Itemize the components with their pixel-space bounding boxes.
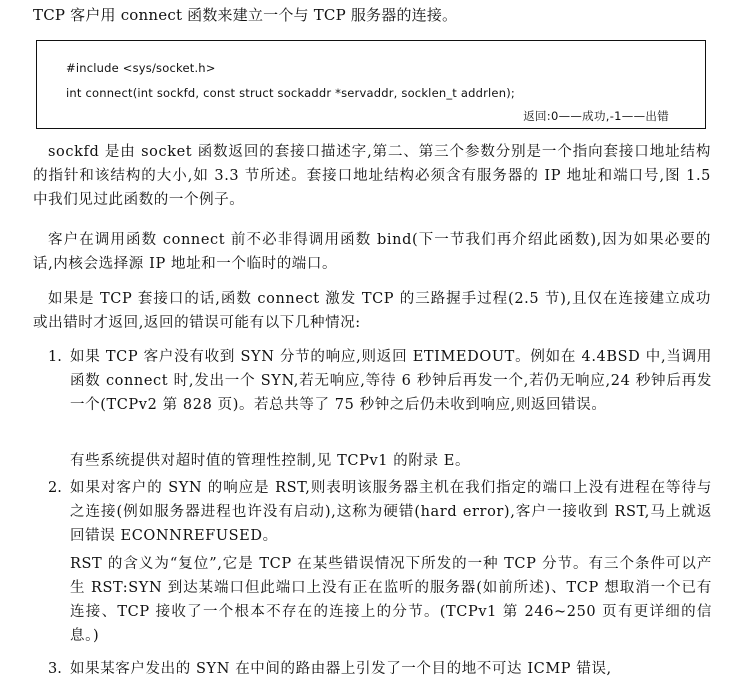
list-item-3-text: 如果某客户发出的 SYN 在中间的路由器上引发了一个目的地不可达 ICMP 错误, — [70, 661, 612, 677]
paragraph-handshake: 如果是 TCP 套接口的话,函数 connect 激发 TCP 的三路握手过程(2.5 节),且仅在连接建立成功或出错时才返回,返回的错误可能有以下几种情况: — [33, 291, 711, 331]
list-number-1: 1. — [48, 349, 62, 365]
list-item-2-note: RST 的含义为“复位”,它是 TCP 在某些错误情况下所发的一种 TCP 分节。有三个条件可以产生 RST:SYN 到达某端口但此端口上没有正在监听的服务器(如前所述)、TCP 想取消一个已有连接、TCP 接收了一个根本不存在的连接上的分节。(TCPv1 第 246~250 页有更详细的信息。) — [70, 556, 712, 644]
paragraph-sockfd: sockfd 是由 socket 函数返回的套接口描述字,第二、第三个参数分别是一个指向套接口地址结构的指针和该结构的大小,如 3.3 节所述。套接口地址结构必须含有服务器的 IP 地址和端口号,图 1.5 中我们见过此函数的一个例子。 — [33, 144, 711, 208]
connect-prototype-line: int connect(int sockfd, const struct sockaddr *servaddr, socklen_t addrlen); — [66, 86, 515, 100]
return-value-line: 返回:0——成功,-1——出错 — [523, 109, 669, 123]
list-item-1-text: 如果 TCP 客户没有收到 SYN 分节的响应,则返回 ETIMEDOUT。例如在 4.4BSD 中,当调用函数 connect 时,发出一个 SYN,若无响应,等待 6 秒钟后再发一个,若仍无响应,24 秒钟后再发一个(TCPv2 第 828 页)。若总共等了 75 秒钟之后仍未收到响应,则返回错误。 — [70, 349, 712, 413]
include-line: #include <sys/socket.h> — [66, 61, 216, 75]
list-item-2-text: 如果对客户的 SYN 的响应是 RST,则表明该服务器主机在我们指定的端口上没有进程在等待与之连接(例如服务器进程也许没有启动),这称为硬错(hard error),客户一接收到 RST,马上就返回错误 ECONNREFUSED。 — [70, 480, 712, 544]
list-number-2: 2. — [48, 480, 62, 496]
intro-sentence: TCP 客户用 connect 函数来建立一个与 TCP 服务器的连接。 — [33, 6, 458, 24]
function-prototype-box — [36, 40, 706, 129]
paragraph-bind: 客户在调用函数 connect 前不必非得调用函数 bind(下一节我们再介绍此函数),因为如果必要的话,内核会选择源 IP 地址和一个临时的端口。 — [33, 232, 711, 272]
list-item-1-note: 有些系统提供对超时值的管理性控制,见 TCPv1 的附录 E。 — [70, 453, 471, 469]
list-number-3: 3. — [48, 661, 62, 677]
